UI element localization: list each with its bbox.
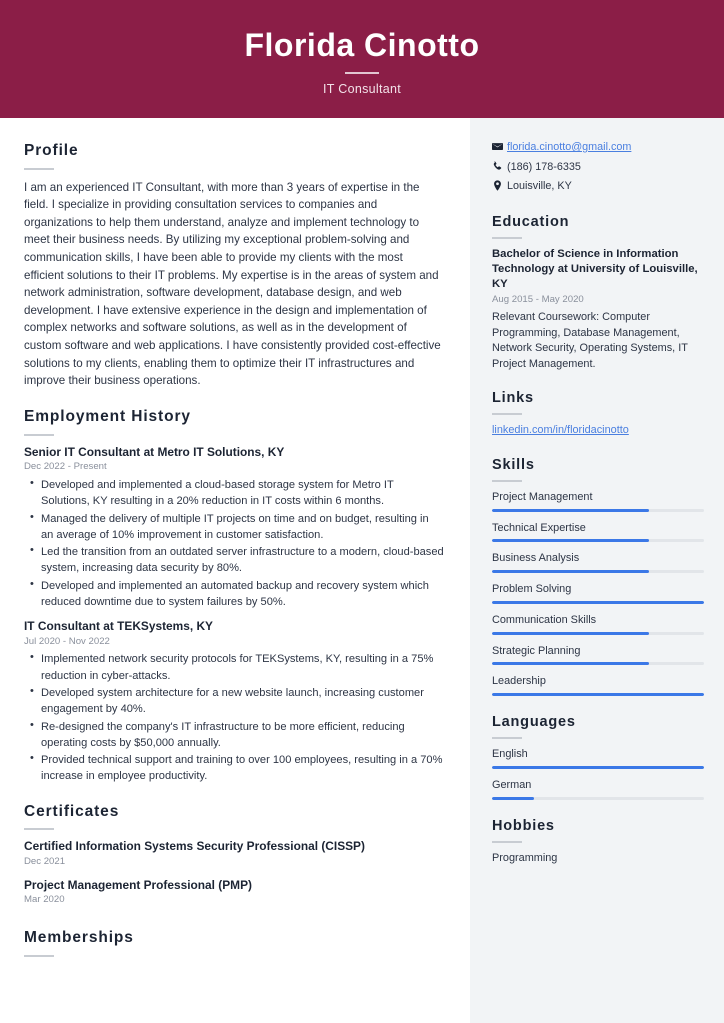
profile-heading: Profile bbox=[24, 142, 79, 159]
job-bullet: • Developed and implemented an automated backup and recovery system which reduced downtime due to system failures by 50%. bbox=[41, 578, 444, 610]
resume-body bbox=[0, 118, 724, 1023]
section-employment-history bbox=[24, 408, 444, 785]
location-pin-icon bbox=[492, 180, 507, 191]
skill-label: Leadership bbox=[492, 675, 546, 688]
section-links bbox=[492, 390, 704, 439]
language-item bbox=[492, 778, 704, 800]
certificate-date: Mar 2020 bbox=[24, 894, 65, 906]
languages-heading: Languages bbox=[492, 714, 576, 731]
employment-heading: Employment History bbox=[24, 407, 191, 425]
contact-phone-value: (186) 178-6335 bbox=[507, 160, 581, 173]
employment-entry bbox=[24, 619, 444, 785]
language-fill bbox=[492, 797, 534, 800]
skills-list bbox=[492, 490, 704, 696]
education-title: Bachelor of Science in Information Technology at University of Louisville, KY bbox=[492, 248, 698, 291]
language-fill bbox=[492, 766, 704, 769]
contact-list bbox=[492, 140, 704, 194]
job-bullet: • Provided technical support and training to over 100 employees, resulting in a 70% increase in employee productivity. bbox=[41, 752, 444, 784]
skill-label: Project Management bbox=[492, 491, 593, 504]
language-track bbox=[492, 797, 704, 800]
job-date: Jul 2020 - Nov 2022 bbox=[24, 635, 110, 647]
job-bullets bbox=[24, 651, 444, 784]
skill-item bbox=[492, 582, 704, 604]
resume-header bbox=[0, 0, 724, 118]
job-bullet: • Implemented network security protocols for TEKSystems, KY, resulting in a 75% reduction in cyber-attacks. bbox=[41, 651, 444, 683]
certificate-title: Certified Information Systems Security Professional (CISSP) bbox=[24, 839, 365, 854]
skill-track bbox=[492, 601, 704, 604]
certificate-title: Project Management Professional (PMP) bbox=[24, 877, 252, 892]
links-heading: Links bbox=[492, 390, 534, 406]
hobbies-heading-rule bbox=[492, 841, 522, 843]
job-title: IT Consultant at TEKSystems, KY bbox=[24, 619, 213, 634]
section-certificates bbox=[24, 803, 444, 907]
skill-label: Strategic Planning bbox=[492, 644, 581, 657]
memberships-heading: Memberships bbox=[24, 928, 134, 946]
skill-fill bbox=[492, 509, 649, 512]
skill-item bbox=[492, 613, 704, 635]
certificate-entry bbox=[24, 839, 444, 868]
links-heading-rule bbox=[492, 413, 522, 415]
profile-text: I am an experienced IT Consultant, with more than 3 years of expertise in the field. I specialize in providing consultation services to companies and organizations to help them understand, analyze and implement technology to meet their business needs. By utilizing my exceptional problem-solving and communication skills, I have been able to provide my clients with the most efficient solutions to their IT problems. My expertise is in the areas of system and network administration, software development, database design, and web development. I have extensive experience in the design and implementation of complex networks and software solutions, as well as in the development of custom software and web applications. I have consistently provided cost-effective solutions to my clients, enabling them to optimize their IT infrastructures and improve their business operations. bbox=[24, 180, 441, 388]
hobbies-heading: Hobbies bbox=[492, 817, 555, 834]
section-memberships bbox=[24, 929, 444, 957]
skill-item bbox=[492, 521, 704, 543]
section-skills bbox=[492, 457, 704, 696]
skill-fill bbox=[492, 662, 649, 665]
sidebar-column bbox=[470, 118, 724, 1023]
job-title: Senior IT Consultant at Metro IT Solutions, KY bbox=[24, 444, 285, 459]
skill-track bbox=[492, 509, 704, 512]
employment-heading-rule bbox=[24, 434, 54, 436]
skill-item bbox=[492, 490, 704, 512]
employment-entry bbox=[24, 445, 444, 611]
skills-heading: Skills bbox=[492, 456, 535, 473]
skill-label: Problem Solving bbox=[492, 583, 572, 596]
contact-phone-row bbox=[492, 160, 704, 175]
skill-track bbox=[492, 662, 704, 665]
contact-location-row bbox=[492, 179, 704, 194]
job-date: Dec 2022 - Present bbox=[24, 460, 107, 472]
skills-heading-rule bbox=[492, 480, 522, 482]
job-bullet: • Developed system architecture for a new website launch, increasing customer engagement by 40%. bbox=[41, 685, 444, 717]
skill-track bbox=[492, 570, 704, 573]
profile-heading-rule bbox=[24, 168, 54, 170]
certificate-entry bbox=[24, 878, 444, 907]
languages-heading-rule bbox=[492, 737, 522, 739]
memberships-heading-rule bbox=[24, 955, 54, 957]
section-education bbox=[492, 214, 704, 372]
skill-track bbox=[492, 539, 704, 542]
language-label: German bbox=[492, 779, 532, 792]
languages-list bbox=[492, 747, 704, 799]
section-languages bbox=[492, 714, 704, 800]
language-item bbox=[492, 747, 704, 769]
certificates-heading: Certificates bbox=[24, 802, 120, 820]
contact-email-link[interactable]: florida.cinotto@gmail.com bbox=[507, 141, 632, 153]
skill-item bbox=[492, 674, 704, 696]
job-bullet: • Managed the delivery of multiple IT projects on time and on budget, resulting in an average of 10% improvement in customer satisfaction. bbox=[41, 511, 444, 543]
candidate-job-title: IT Consultant bbox=[322, 82, 401, 97]
language-label: English bbox=[492, 748, 528, 761]
skill-track bbox=[492, 693, 704, 696]
certificate-date: Dec 2021 bbox=[24, 855, 66, 867]
skill-fill bbox=[492, 693, 704, 696]
header-divider bbox=[345, 72, 379, 74]
skill-label: Communication Skills bbox=[492, 613, 597, 626]
envelope-icon bbox=[492, 141, 507, 152]
skill-item bbox=[492, 551, 704, 573]
skill-item bbox=[492, 644, 704, 666]
contact-location-value: Louisville, KY bbox=[507, 180, 572, 193]
contact-email-row bbox=[492, 140, 704, 155]
link-row bbox=[492, 423, 704, 438]
skill-fill bbox=[492, 539, 649, 542]
education-date: Aug 2015 - May 2020 bbox=[492, 294, 584, 306]
education-heading: Education bbox=[492, 213, 570, 230]
skill-fill bbox=[492, 570, 649, 573]
skill-label: Business Analysis bbox=[492, 552, 580, 565]
section-hobbies bbox=[492, 818, 704, 867]
section-profile bbox=[24, 142, 444, 390]
skill-label: Technical Expertise bbox=[492, 521, 586, 534]
job-bullet: • Led the transition from an outdated server infrastructure to a modern, cloud-based system, increasing data security by 80%. bbox=[41, 544, 444, 576]
phone-icon bbox=[492, 161, 507, 172]
skill-fill bbox=[492, 601, 704, 604]
language-track bbox=[492, 766, 704, 769]
job-bullet: • Re-designed the company's IT infrastructure to be more efficient, reducing operating costs by $50,000 annually. bbox=[41, 719, 444, 751]
linkedin-link[interactable]: linkedin.com/in/floridacinotto bbox=[492, 424, 629, 437]
main-column bbox=[0, 118, 470, 1023]
certificates-heading-rule bbox=[24, 828, 54, 830]
education-entry bbox=[492, 247, 704, 372]
skill-fill bbox=[492, 632, 649, 635]
hobby-item: Programming bbox=[492, 852, 558, 865]
skill-track bbox=[492, 632, 704, 635]
education-description: Relevant Coursework: Computer Programming, Database Management, Network Security, Operating Systems, IT Project Management. bbox=[492, 311, 688, 370]
job-bullets bbox=[24, 477, 444, 610]
candidate-name: Florida Cinotto bbox=[244, 26, 480, 63]
education-heading-rule bbox=[492, 237, 522, 239]
job-bullet: • Developed and implemented a cloud-based storage system for Metro IT Solutions, KY resulting in a 20% reduction in IT costs within 6 months. bbox=[41, 477, 444, 509]
